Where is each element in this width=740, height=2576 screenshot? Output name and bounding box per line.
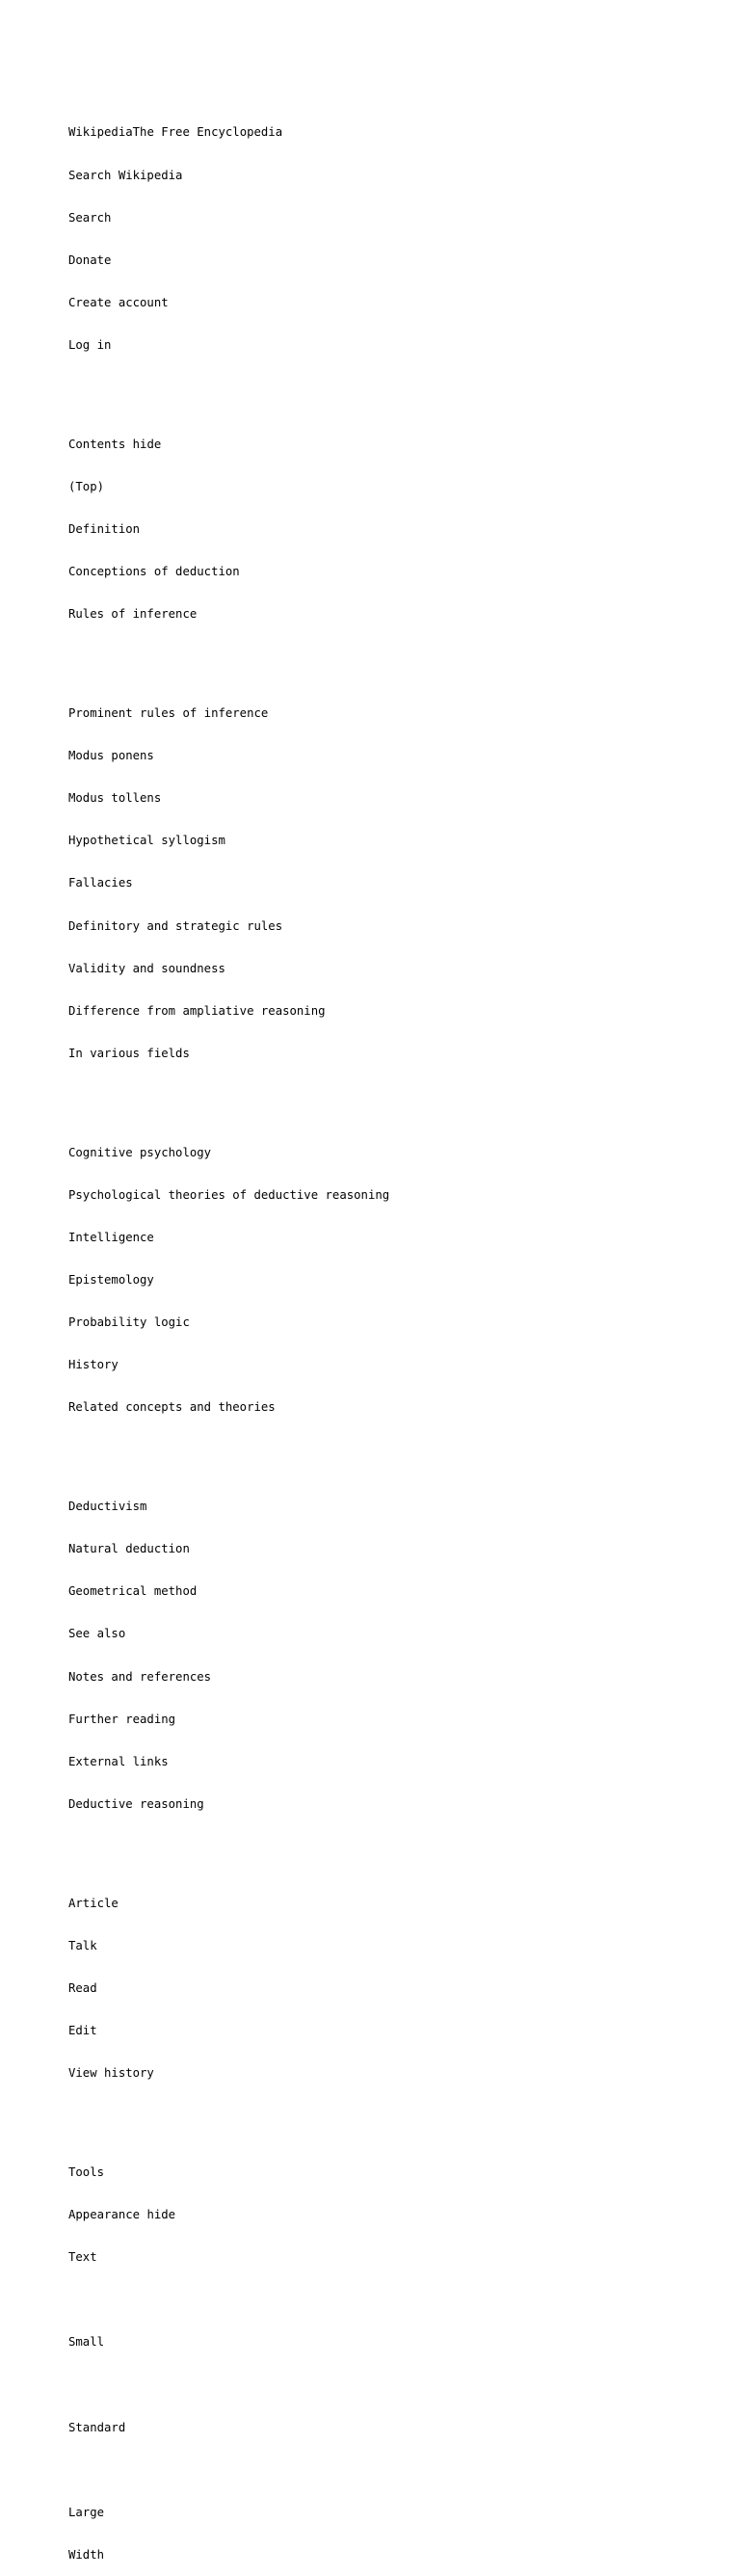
- log-in-link[interactable]: Log in: [68, 337, 112, 352]
- tab-edit[interactable]: Edit: [68, 2023, 97, 2037]
- spacer: [68, 1089, 389, 1103]
- text-size-option-large[interactable]: Large: [68, 2505, 105, 2519]
- wikipedia-tagline: The Free Encyclopedia: [132, 125, 283, 140]
- text-size-option-standard[interactable]: Standard: [68, 2420, 126, 2434]
- spacer: [68, 2109, 389, 2123]
- toc-item-validity[interactable]: Validity and soundness: [68, 961, 225, 975]
- toc-item-geometrical-method[interactable]: Geometrical method: [68, 1584, 198, 1599]
- appearance-header: [68, 2208, 389, 2222]
- spacer: [68, 2377, 389, 2392]
- toc-item-various-fields[interactable]: In various fields: [68, 1046, 190, 1060]
- appearance-width-label: Width: [68, 2547, 105, 2562]
- text-size-option-small[interactable]: Small: [68, 2335, 105, 2350]
- site-branding[interactable]: [68, 125, 389, 140]
- toc-item-ampliative[interactable]: Difference from ampliative reasoning: [68, 1003, 326, 1018]
- spacer: [68, 650, 389, 664]
- toc-title: Contents: [68, 437, 126, 451]
- toc-item-epistemology[interactable]: Epistemology: [68, 1272, 154, 1287]
- search-button[interactable]: Search: [68, 210, 112, 225]
- toc-item-history[interactable]: History: [68, 1358, 119, 1372]
- toc-item-top[interactable]: (Top): [68, 479, 105, 493]
- spacer: [68, 2463, 389, 2478]
- toc-item-modus-tollens[interactable]: Modus tollens: [68, 791, 162, 806]
- tab-talk[interactable]: Talk: [68, 1938, 97, 1952]
- toc-item-fallacies[interactable]: Fallacies: [68, 876, 133, 890]
- tab-article[interactable]: Article: [68, 1896, 119, 1910]
- toc-item-psychological-theories[interactable]: Psychological theories of deductive reasoning: [68, 1187, 390, 1202]
- toc-item-definitory-rules[interactable]: Definitory and strategic rules: [68, 918, 283, 933]
- spacer: [68, 1840, 389, 1854]
- toc-hide-button[interactable]: hide: [132, 437, 162, 451]
- search-input-label[interactable]: Search Wikipedia: [68, 168, 183, 182]
- wikipedia-wordmark: Wikipedia: [68, 125, 133, 140]
- toc-item-definition[interactable]: Definition: [68, 521, 141, 536]
- tab-read[interactable]: Read: [68, 1980, 97, 1995]
- page-content: [68, 97, 389, 2576]
- spacer: [68, 1443, 389, 1457]
- toc-item-conceptions[interactable]: Conceptions of deduction: [68, 565, 240, 579]
- toc-item-hypothetical-syllogism[interactable]: Hypothetical syllogism: [68, 834, 225, 848]
- toc-header: [68, 438, 389, 452]
- appearance-title: Appearance: [68, 2208, 141, 2222]
- toc-item-rules-of-inference[interactable]: Rules of inference: [68, 607, 198, 622]
- page-title: Deductive reasoning: [68, 1796, 204, 1811]
- toc-item-intelligence[interactable]: Intelligence: [68, 1230, 154, 1244]
- spacer: [68, 381, 389, 395]
- toc-item-external-links[interactable]: External links: [68, 1754, 169, 1768]
- toc-item-notes[interactable]: Notes and references: [68, 1669, 212, 1684]
- toc-item-see-also[interactable]: See also: [68, 1627, 126, 1641]
- tools-menu[interactable]: Tools: [68, 2164, 105, 2179]
- spacer: [68, 2293, 389, 2307]
- tab-view-history[interactable]: View history: [68, 2066, 154, 2081]
- toc-item-natural-deduction[interactable]: Natural deduction: [68, 1542, 190, 1556]
- toc-item-further-reading[interactable]: Further reading: [68, 1712, 176, 1726]
- appearance-text-label: Text: [68, 2250, 97, 2265]
- create-account-link[interactable]: Create account: [68, 295, 169, 309]
- toc-item-prominent-rules[interactable]: Prominent rules of inference: [68, 706, 269, 721]
- toc-item-probability-logic[interactable]: Probability logic: [68, 1315, 190, 1330]
- toc-item-cognitive-psychology[interactable]: Cognitive psychology: [68, 1145, 212, 1159]
- appearance-hide-button[interactable]: hide: [146, 2208, 176, 2222]
- toc-item-modus-ponens[interactable]: Modus ponens: [68, 749, 154, 763]
- donate-link[interactable]: Donate: [68, 252, 112, 267]
- toc-item-deductivism[interactable]: Deductivism: [68, 1500, 147, 1514]
- toc-item-related-concepts[interactable]: Related concepts and theories: [68, 1400, 276, 1415]
